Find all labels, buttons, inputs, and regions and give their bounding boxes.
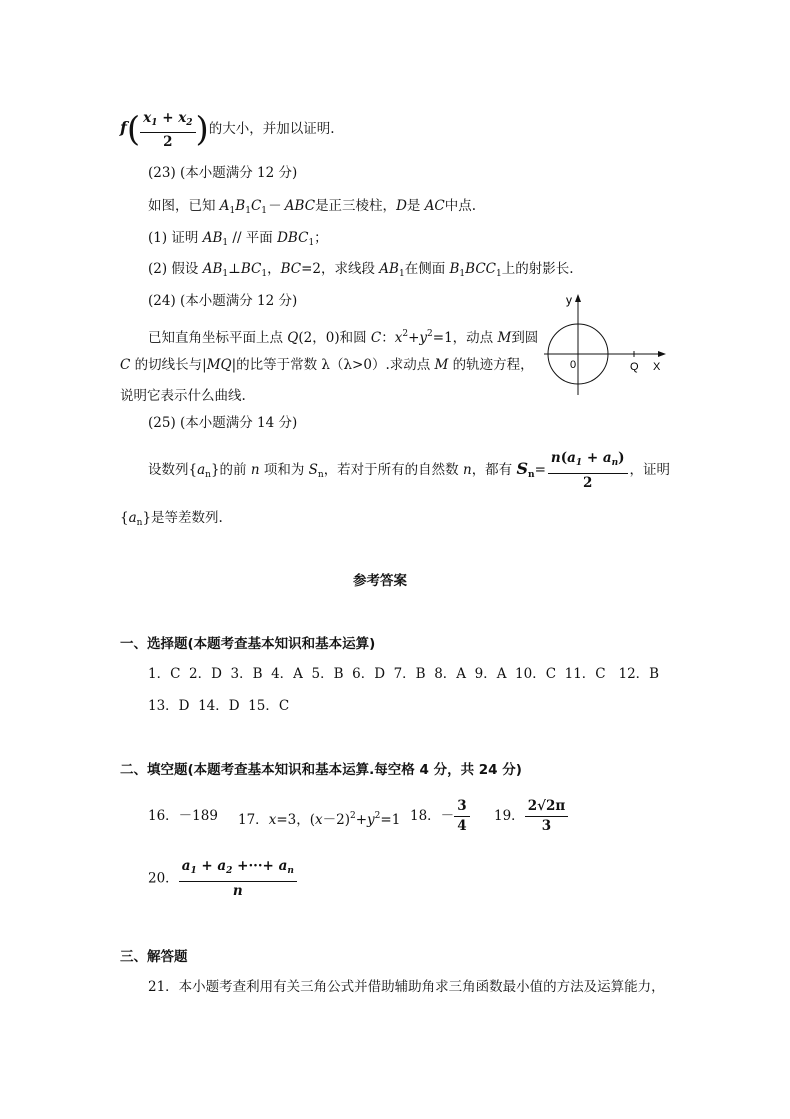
q25-line2 xyxy=(120,508,223,533)
text: 如图，已知 xyxy=(148,198,220,214)
sup: 2 xyxy=(402,329,409,339)
plus: + xyxy=(201,858,213,874)
var: a xyxy=(602,449,612,466)
answer-18 xyxy=(410,796,470,836)
var: C xyxy=(370,330,382,346)
sub: n xyxy=(287,866,294,876)
var: S xyxy=(516,459,529,478)
text: 是正三棱柱， xyxy=(315,198,397,214)
plus: + xyxy=(586,449,599,466)
q24-line3: 说明它表示什么曲线. xyxy=(120,388,246,404)
dots: +···+ xyxy=(237,858,274,874)
var: a xyxy=(278,858,288,874)
var: Q xyxy=(287,330,299,346)
text: ，若对于所有的自然数 xyxy=(323,462,463,478)
num: 2√2π xyxy=(525,798,569,817)
paren: ) xyxy=(618,449,625,466)
var: x xyxy=(314,812,323,828)
q24-line1 xyxy=(148,324,538,348)
sub: 1 xyxy=(459,269,466,279)
paren: ( xyxy=(560,449,568,466)
den: n xyxy=(232,883,243,899)
sub: 1 xyxy=(398,269,405,279)
var: n xyxy=(550,449,561,466)
var: B xyxy=(235,198,246,214)
text: (2) 假设 xyxy=(148,261,203,277)
sub: 1 xyxy=(222,238,229,248)
text: + xyxy=(408,330,420,346)
q22-text: 的大小，并加以证明. xyxy=(208,121,335,137)
equals: = xyxy=(534,462,546,478)
x1-sub: 1 xyxy=(151,117,158,128)
var: D xyxy=(396,198,407,214)
answer-20 xyxy=(148,858,297,898)
var: a xyxy=(217,858,227,874)
fraction-den: 2 xyxy=(583,474,593,491)
f-symbol: f xyxy=(120,118,127,137)
text: 20． xyxy=(148,870,179,887)
q23-part2 xyxy=(148,259,574,284)
var: a xyxy=(197,462,206,478)
text: 是 xyxy=(406,198,425,214)
q25-header: (25) (本小题满分 14 分) xyxy=(148,415,298,431)
x-label: X xyxy=(653,361,661,373)
q23-part1 xyxy=(148,228,328,253)
lambda-symbol: λ xyxy=(321,357,330,373)
var: AC xyxy=(424,198,445,214)
text: + xyxy=(355,812,368,828)
x1-var: x xyxy=(143,109,152,126)
y-arrow xyxy=(575,294,581,302)
sub: 1 xyxy=(308,238,315,248)
var: C xyxy=(250,198,262,214)
text: 在侧面 xyxy=(404,261,450,277)
var: M xyxy=(434,357,449,373)
circle-figure xyxy=(540,290,670,400)
q-label: Q xyxy=(630,361,639,373)
text: 的切线长与| xyxy=(130,357,207,373)
text: 18．－ xyxy=(410,808,455,824)
var: y xyxy=(367,812,375,828)
section3-title: 三、解答题 xyxy=(120,949,188,965)
section2-title: 二、填空题(本题考查基本知识和基本运算.每空格 4 分，共 24 分) xyxy=(120,762,522,778)
text: 中点. xyxy=(444,198,477,214)
mean-fraction xyxy=(140,110,195,150)
perp-symbol: ⊥ xyxy=(228,261,241,277)
var: a xyxy=(181,858,191,874)
x-arrow xyxy=(658,351,666,357)
answer-16: 16．－189 xyxy=(148,808,218,824)
text: ，都有 xyxy=(471,462,517,478)
var: C xyxy=(120,357,131,373)
a18-fraction xyxy=(454,798,469,835)
a19-fraction xyxy=(525,798,569,835)
answer-17 xyxy=(238,806,400,830)
sub: 1 xyxy=(245,206,251,216)
text: －2) xyxy=(322,812,350,828)
text: ，证明 xyxy=(629,462,671,478)
den: 4 xyxy=(457,818,467,834)
var: M xyxy=(497,330,512,346)
num: 3 xyxy=(454,798,469,817)
q23-intro xyxy=(148,196,476,221)
text: （λ>0）.求动点 xyxy=(329,357,435,373)
text: 项和为 xyxy=(259,462,309,478)
var: a xyxy=(567,449,576,466)
text: 17． xyxy=(238,812,269,828)
sub: 1 xyxy=(222,269,229,279)
sub: 1 xyxy=(575,457,583,468)
answer-21: 21．本小题考查利用有关三角公式并借助辅助角求三角函数最小值的方法及运算能力， xyxy=(148,979,665,995)
sub: 2 xyxy=(226,866,233,876)
var: x xyxy=(394,330,403,346)
text: ： xyxy=(381,330,395,346)
sub: 1 xyxy=(190,866,197,876)
sup: 2 xyxy=(349,811,356,821)
var: MQ xyxy=(206,357,232,373)
sub: n xyxy=(611,457,619,468)
text: 已知直角坐标平面上点 xyxy=(148,330,288,346)
var: － ABC xyxy=(267,198,316,214)
x2-var: x xyxy=(178,109,187,126)
sn-fraction xyxy=(548,450,628,492)
text: =3，( xyxy=(276,812,315,828)
q23-header: (23) (本小题满分 12 分) xyxy=(148,165,298,181)
fraction-den: 2 xyxy=(163,133,173,150)
text: 上的射影长. xyxy=(501,261,574,277)
sub: n xyxy=(136,518,143,528)
var: A xyxy=(219,198,230,214)
text: ； xyxy=(314,230,328,246)
text: |的比等于常数 xyxy=(231,357,322,373)
var: n xyxy=(250,462,260,478)
text: // 平面 xyxy=(228,230,278,246)
text: }的前 xyxy=(210,462,251,478)
var: BC xyxy=(280,261,302,277)
var: AB xyxy=(202,230,223,246)
den: 3 xyxy=(541,818,552,834)
q22-tail-line xyxy=(120,108,335,148)
a20-fraction xyxy=(179,858,297,900)
answer-19 xyxy=(494,796,568,836)
x2-sub: 2 xyxy=(186,117,193,128)
text: ， xyxy=(267,261,281,277)
section1-row1: 1．C 2．D 3．B 4．A 5．B 6．D 7．B 8．A 9．A 10．C 11．C 12．B xyxy=(148,666,660,682)
text: 的轨迹方程， xyxy=(448,357,534,373)
var: BC xyxy=(240,261,262,277)
text: }是等差数列. xyxy=(142,510,223,526)
text: =1，动点 xyxy=(432,330,498,346)
section1-row2: 13．D 14．D 15．C xyxy=(148,698,290,714)
right-paren: ) xyxy=(195,109,209,150)
sub: n xyxy=(528,470,535,480)
left-paren: ( xyxy=(126,109,141,150)
var: S xyxy=(308,462,318,478)
text: (2，0)和圆 xyxy=(298,330,371,346)
text: =1 xyxy=(380,812,401,828)
sub: n xyxy=(317,470,324,480)
var: BCC xyxy=(465,261,496,277)
var: B xyxy=(449,261,460,277)
q24-header: (24) (本小题满分 12 分) xyxy=(148,293,298,309)
sub: 1 xyxy=(496,269,502,279)
var: y xyxy=(419,330,428,346)
sup: 2 xyxy=(374,811,381,821)
sub: 1 xyxy=(261,269,268,279)
y-label: y xyxy=(566,293,572,307)
var: x xyxy=(268,812,277,828)
var: AB xyxy=(202,261,223,277)
var: AB xyxy=(379,261,399,277)
var: DBC xyxy=(277,230,309,246)
section1-title: 一、选择题(本题考查基本知识和基本运算) xyxy=(120,636,376,652)
text: =2，求线段 xyxy=(301,261,380,277)
var: n xyxy=(462,462,472,478)
answers-title: 参考答案 xyxy=(353,573,407,589)
origin-label: 0 xyxy=(570,359,577,371)
var: a xyxy=(128,510,137,526)
text: 19． xyxy=(494,808,525,824)
sub: 1 xyxy=(229,206,236,216)
q25-line1 xyxy=(148,447,670,491)
text: { xyxy=(120,510,129,526)
sub: n xyxy=(205,470,211,480)
sub: 1 xyxy=(261,206,268,216)
text: (1) 证明 xyxy=(148,230,203,246)
text: 到圆 xyxy=(511,330,539,346)
q24-line2 xyxy=(120,355,534,375)
text: 设数列{ xyxy=(148,462,198,478)
plus-sign: + xyxy=(162,109,174,126)
sup: 2 xyxy=(427,329,433,339)
